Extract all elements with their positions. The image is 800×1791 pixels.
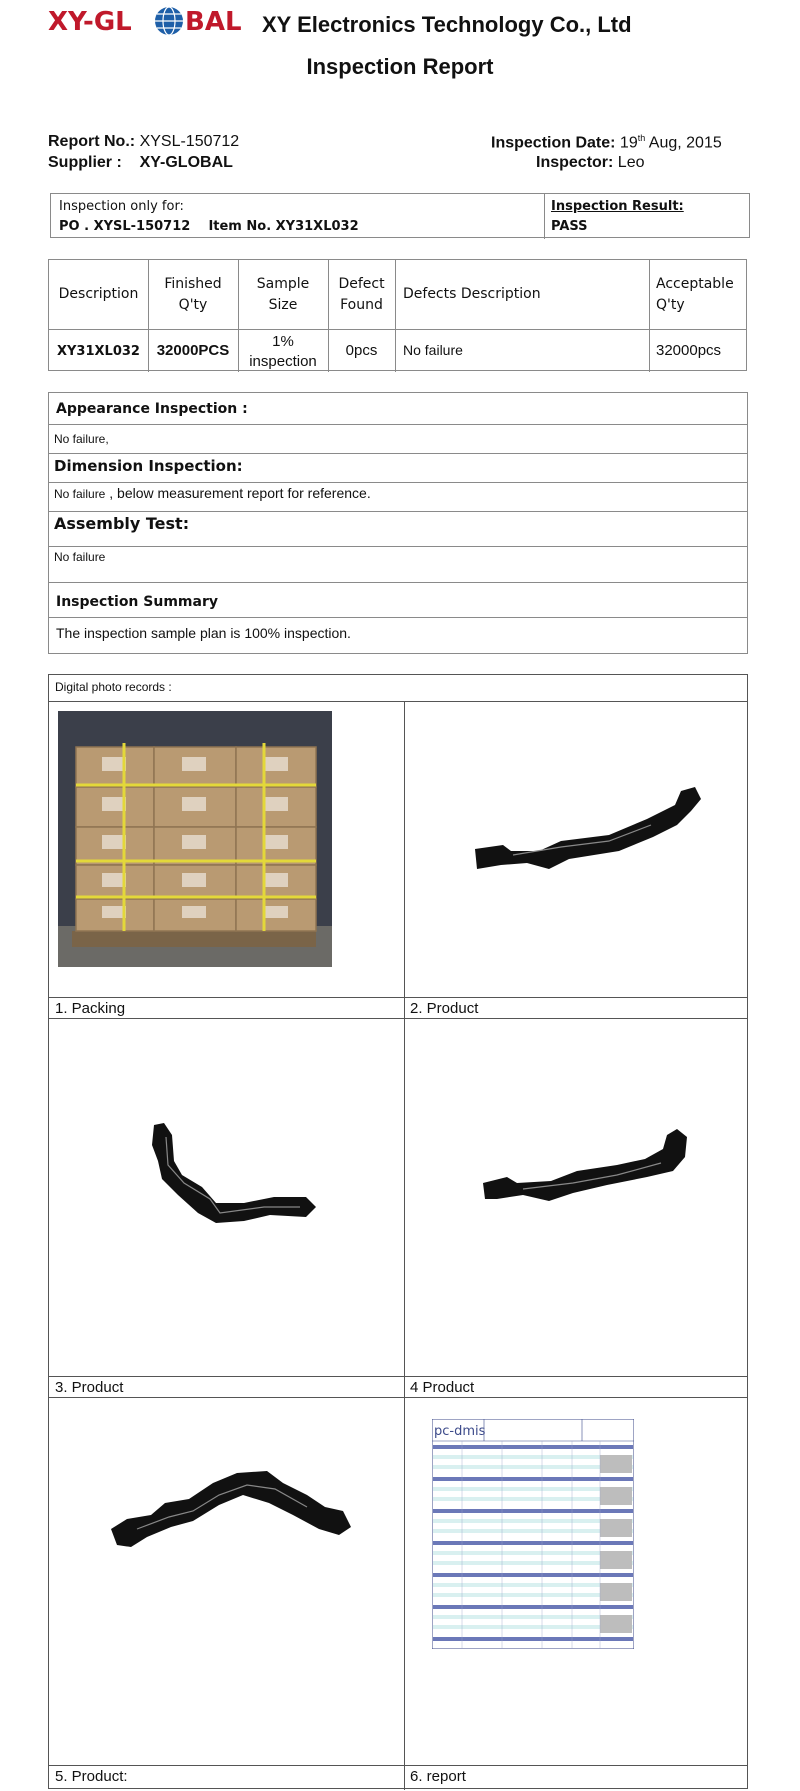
col-sample: Sample Size	[256, 276, 310, 313]
caption-4: 4 Product	[410, 1379, 475, 1396]
row-defect: 0pcs	[345, 342, 378, 359]
packing-photo	[58, 711, 332, 967]
col-finished: Finished Q'ty	[164, 276, 222, 313]
supplier: Supplier : XY-GLOBAL	[48, 154, 233, 171]
col-defect: Defect Found	[338, 276, 385, 313]
summary-title: Inspection Summary	[56, 594, 218, 610]
caption-2: 2. Product	[410, 1000, 479, 1017]
caption-1: 1. Packing	[55, 1000, 126, 1017]
dimension-title: Dimension Inspection:	[54, 457, 243, 475]
caption-6: 6. report	[410, 1768, 466, 1785]
company-logo	[48, 4, 260, 38]
logo-text-left: XY-GL	[48, 7, 132, 37]
po-item-line: PO . XYSL-150712 Item No. XY31XL032	[59, 219, 359, 234]
caption-5: 5. Product:	[55, 1768, 128, 1785]
row-acceptable: 32000pcs	[656, 342, 722, 359]
photo-records	[48, 674, 748, 1789]
company-name: XY Electronics Technology Co., Ltd	[262, 12, 632, 37]
report-no: Report No.: XYSL-150712	[48, 133, 240, 150]
inspection-date: Inspection Date: 19th Aug, 2015	[491, 133, 722, 152]
inspection-sections	[48, 392, 748, 654]
product-photo-3	[144, 1121, 354, 1241]
col-description: Description	[58, 286, 139, 302]
caption-3: 3. Product	[55, 1379, 124, 1396]
col-defects-desc: Defects Description	[403, 286, 541, 302]
inspection-for-label: Inspection only for:	[59, 199, 184, 214]
row-finished: 32000PCS	[156, 342, 230, 359]
appearance-title: Appearance Inspection :	[56, 401, 248, 417]
product-photo-5	[107, 1445, 357, 1575]
report-title: Inspection Report	[306, 54, 494, 79]
product-photo-2	[469, 785, 729, 895]
inspection-table	[48, 259, 747, 371]
logo-text-right: BAL	[185, 7, 242, 37]
inspector: Inspector: Leo	[536, 154, 645, 171]
col-acceptable: Acceptable Q'ty	[656, 276, 734, 313]
dimension-text: No failure , below measurement report for reference.	[54, 485, 371, 501]
summary-text: The inspection sample plan is 100% inspection.	[56, 625, 351, 641]
appearance-text: No failure,	[54, 432, 109, 446]
inspection-result-value: PASS	[551, 219, 588, 234]
measurement-report-photo	[432, 1419, 634, 1649]
inspection-info-box	[50, 193, 750, 238]
product-photo-4	[477, 1127, 727, 1237]
report-logo-text: pc-dmis	[434, 1424, 486, 1439]
assembly-text: No failure	[54, 550, 106, 564]
photo-records-title: Digital photo records :	[55, 680, 172, 694]
inspection-result-label: Inspection Result:	[551, 199, 684, 214]
row-defects-desc: No failure	[403, 342, 463, 358]
row-description: XY31XL032	[57, 344, 140, 359]
assembly-title: Assembly Test:	[54, 514, 190, 533]
row-sample: 1% inspection	[249, 333, 317, 370]
